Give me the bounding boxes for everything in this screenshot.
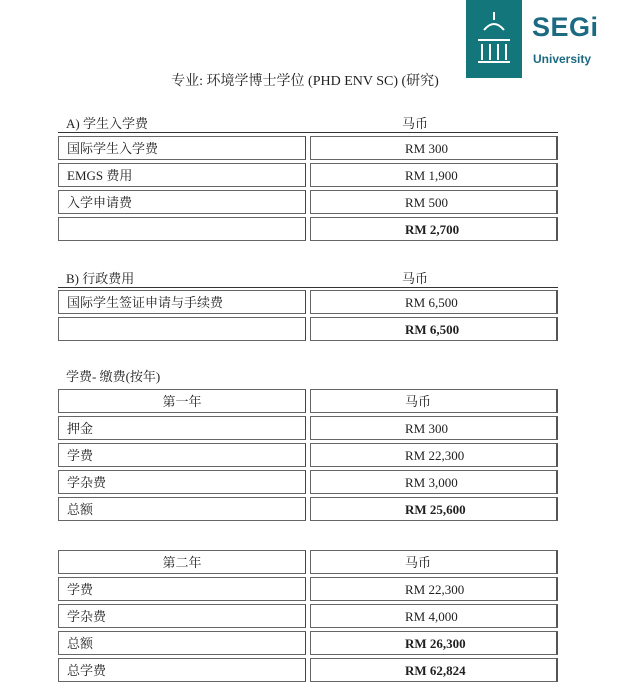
- row-amount-cell: [310, 416, 558, 440]
- row-amount: RM 22,300: [405, 582, 465, 597]
- logo-name: SEGi: [532, 12, 599, 42]
- table-row: [58, 136, 558, 162]
- grand-total-row: [58, 658, 558, 684]
- row-amount-cell: [310, 163, 558, 187]
- total-amount: RM 26,300: [405, 636, 466, 651]
- row-label: 学费: [58, 577, 306, 601]
- year2-currency-cell: [310, 550, 558, 574]
- table-row: [58, 416, 558, 442]
- logo-building-icon: [466, 0, 522, 78]
- section-b-heading: B) 行政费用: [66, 271, 135, 286]
- row-label: 总额: [58, 631, 306, 655]
- row-amount: RM 1,900: [405, 168, 458, 183]
- row-label: 押金: [58, 416, 306, 440]
- row-amount-cell: [310, 631, 558, 655]
- row-label: 总学费: [58, 658, 306, 682]
- section-a-divider: [58, 132, 558, 133]
- year1-header: 第一年: [58, 389, 306, 413]
- total-row: [58, 497, 558, 523]
- row-label: [58, 317, 306, 341]
- row-amount-cell: [310, 443, 558, 467]
- table-row: [58, 190, 558, 216]
- row-label: 学杂费: [58, 604, 306, 628]
- row-label: 国际学生签证申请与手续费: [58, 290, 306, 314]
- row-amount: RM 300: [405, 421, 448, 436]
- row-amount-cell: [310, 217, 558, 241]
- table-row: [58, 290, 558, 316]
- grand-total-amount: RM 62,824: [405, 663, 466, 678]
- total-amount: RM 2,700: [405, 222, 460, 237]
- section-a-heading: A) 学生入学费: [66, 116, 148, 131]
- row-amount-cell: [310, 497, 558, 521]
- row-label: 国际学生入学费: [58, 136, 306, 160]
- segi-logo: [466, 0, 616, 78]
- row-amount: RM 500: [405, 195, 448, 210]
- row-amount: RM 4,000: [405, 609, 458, 624]
- table-row: [58, 443, 558, 469]
- year2-currency: 马币: [405, 555, 432, 570]
- row-label: 学费: [58, 443, 306, 467]
- total-row: [58, 317, 558, 343]
- year2-header: 第二年: [58, 550, 306, 574]
- row-label: [58, 217, 306, 241]
- total-row: [58, 217, 558, 243]
- total-row: [58, 631, 558, 657]
- total-amount: RM 6,500: [405, 322, 460, 337]
- year1-header-row: [58, 389, 558, 415]
- year1-currency-cell: [310, 389, 558, 413]
- row-amount: RM 3,000: [405, 475, 458, 490]
- page-title: 专业: 环境学博士学位 (PHD ENV SC) (研究): [171, 74, 439, 89]
- row-amount: RM 6,500: [405, 295, 458, 310]
- row-amount-cell: [310, 658, 558, 682]
- year2-header-row: [58, 550, 558, 576]
- table-row: [58, 577, 558, 603]
- row-label: 学杂费: [58, 470, 306, 494]
- table-row: [58, 163, 558, 189]
- row-label: EMGS 费用: [58, 163, 306, 187]
- row-amount-cell: [310, 190, 558, 214]
- year1-currency: 马币: [405, 394, 432, 409]
- section-b-divider: [58, 287, 558, 288]
- table-row: [58, 604, 558, 630]
- row-amount: RM 300: [405, 141, 448, 156]
- row-amount-cell: [310, 470, 558, 494]
- section-a-currency: 马币: [402, 116, 429, 131]
- table-row: [58, 470, 558, 496]
- row-amount-cell: [310, 577, 558, 601]
- section-b-currency: 马币: [402, 271, 429, 286]
- row-amount-cell: [310, 136, 558, 160]
- logo-subtitle: University: [533, 52, 592, 66]
- row-amount-cell: [310, 317, 558, 341]
- row-amount-cell: [310, 604, 558, 628]
- total-amount: RM 25,600: [405, 502, 466, 517]
- row-label: 总额: [58, 497, 306, 521]
- row-label: 入学申请费: [58, 190, 306, 214]
- row-amount: RM 22,300: [405, 448, 465, 463]
- tuition-heading: 学费- 缴费(按年): [66, 369, 161, 384]
- row-amount-cell: [310, 290, 558, 314]
